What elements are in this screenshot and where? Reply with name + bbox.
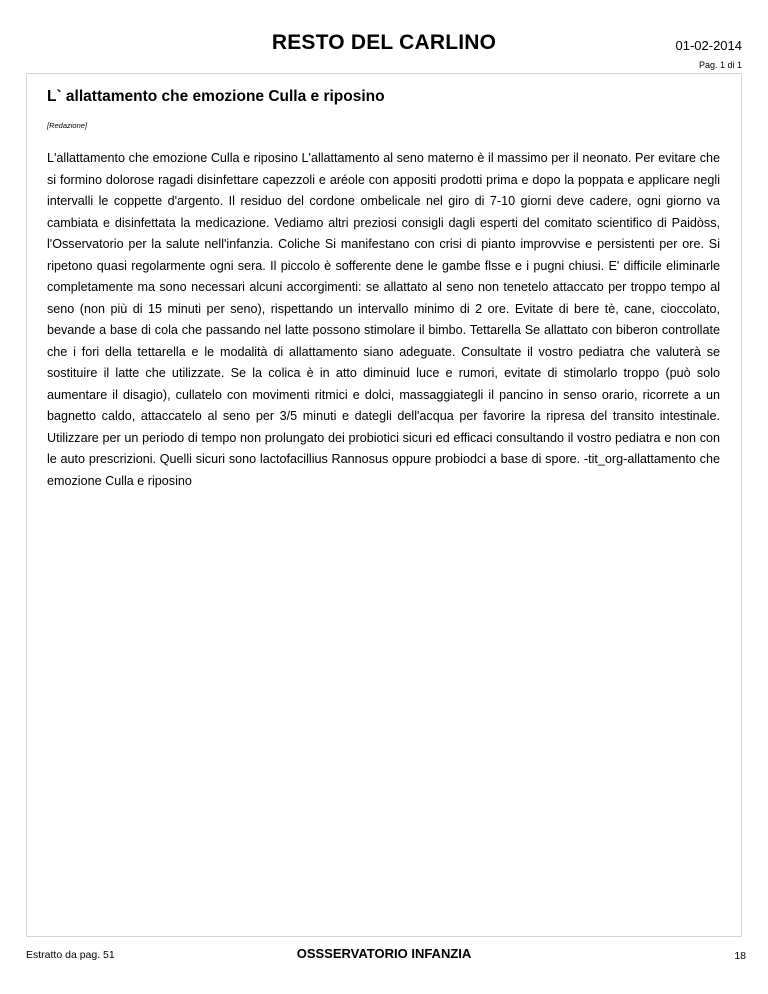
article-author: [Redazione] — [47, 121, 88, 130]
footer-excerpt: Estratto da pag. 51 — [26, 949, 115, 961]
footer-page-number: 18 — [734, 950, 746, 962]
page-indicator: Pag. 1 di 1 — [698, 60, 742, 70]
publication-date: 01-02-2014 — [675, 38, 742, 53]
article-title: L` allattamento che emozione Culla e riposino — [47, 88, 385, 105]
publication-name: RESTO DEL CARLINO — [271, 31, 497, 54]
footer-source: OSSSERVATORIO INFANZIA — [296, 946, 472, 961]
article-body: L'allattamento che emozione Culla e riposino L'allattamento al seno materno è il massimo per il neonato. Per evitare che si formino dolorose ragadi disinfettare capezzoli e aréole con appositi prodotti prima e dopo la poppata e applicare negli intervalli le coppette d'argento. Il residuo del cordone ombelicale nel giro di 7-10 giorni deve cadere, ogni giorno va cambiata e disinfettata la medicazione. Vediamo altri preziosi consigli dagli esperti del comitato scientifico di Paidòss, l'Osservatorio per la salute nell'infanzia. Coliche Si manifestano con crisi di pianto improvvise e persistenti per ore. Si ripetono quasi regolarmente ogni sera. Il piccolo è sofferente dene le gambe flsse e i pugni chiusi. E' difficile eliminarle completamente ma sono necessari alcuni accorgimenti: se allattato al seno non tenetelo attaccato per troppo tempo al seno (non più di 15 minuti per seno), rispettando un intervallo minimo di 2 ore. Evitate di bere tè, cane, cioccolato, bevande a base di cola che passando nel latte possono stimolare il bimbo. Tettarella Se allattato con biberon controllate che i fori della tettarella e le modalità di allattamento siano adeguate. Consultate il vostro pediatra che valuterà se sostituire il latte che utilizzate. Se la colica è in atto diminuid luce e rumori, evitate di stimolarlo troppo (può solo aumentare il disagio), cullatelo con movimenti ritmici e dolci, massaggiategli il pancino in senso orario, ricorrete a un bagnetto caldo, attaccatelo al seno per 3/5 minuti e dategli dell'acqua per favorire la ripresa del transito intestinale. Utilizzare per un periodo di tempo non prolungato dei probiotici sicuri ed efficaci consultando il vostro pediatra e non con le auto prescrizioni. Quelli sicuri sono lactofacillius Rannosus oppure probiodci a base di spore. -tit_org-allattamento che emozione Culla e riposino — [47, 151, 720, 488]
